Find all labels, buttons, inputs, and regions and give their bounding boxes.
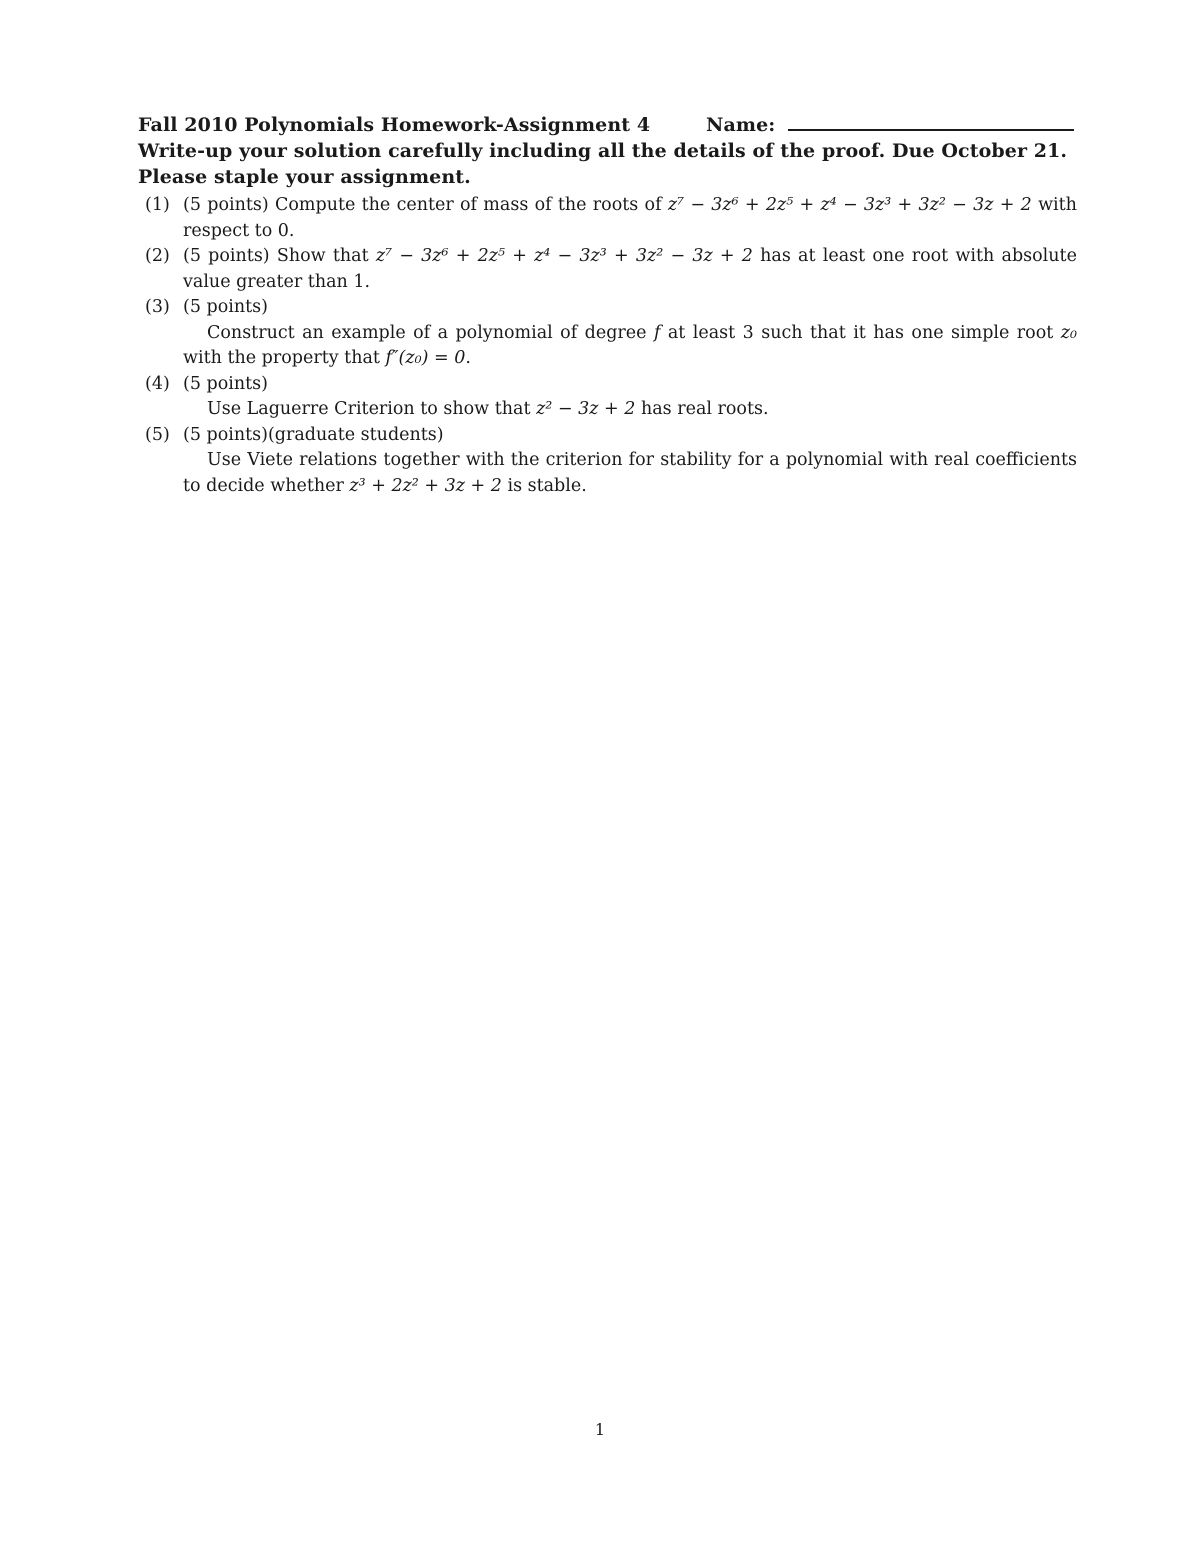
problem-points: (5 points)(graduate students) (183, 424, 444, 445)
root-symbol: z₀ (1060, 322, 1077, 343)
problem-text-end: is stable. (507, 475, 587, 496)
problem-points: (5 points) (183, 246, 270, 266)
problem-text: Use Laguerre Criterion to show that (207, 399, 531, 419)
problem-points: (5 points) (183, 373, 268, 394)
problem-paragraph (183, 397, 1077, 423)
instructions-line-1: Write-up your solution carefully including all the details of the proof. Due October 21. (138, 140, 1068, 162)
problem-points: (5 points) (183, 195, 269, 215)
assignment-title: Fall 2010 Polynomials Homework-Assignment 4 (138, 114, 651, 136)
problem-text: Construct an example of a polynomial of degree (207, 322, 647, 343)
problem-text-end: has real roots. (640, 399, 769, 419)
problem-number: (2) (145, 246, 170, 266)
name-label: Name: (706, 114, 776, 136)
instructions-line-2: Please staple your assignment. (138, 166, 471, 188)
problem-body (183, 193, 1077, 244)
name-blank-line (788, 115, 1074, 131)
problem-number: (4) (145, 373, 170, 394)
problem-1 (145, 193, 1077, 244)
problem-text: Use Viete relations together with the criterion for stability for a polynomial with real coefficients to decide whether (183, 450, 1077, 496)
problem-text-middle: at least 3 such that it has one simple root (667, 322, 1054, 343)
problem-text-middle-2: with the property that (183, 348, 380, 368)
problem-body (183, 244, 1077, 295)
problem-number: (3) (145, 297, 170, 317)
title-line (138, 112, 1078, 138)
problem-points: (5 points) (183, 297, 268, 317)
problem-number: (5) (145, 424, 170, 445)
function-symbol: f (653, 322, 661, 343)
derivative-condition: f″(z₀) = 0 (385, 348, 466, 368)
problem-text: Compute the center of mass of the roots of (274, 195, 662, 215)
polynomial-expression: z² − 3z + 2 (536, 399, 636, 419)
problem-3 (145, 295, 1077, 372)
problem-list (145, 193, 1077, 499)
problem-text-end: has at least one root with absolute value greater than 1. (183, 246, 1077, 292)
polynomial-expression: z⁷ − 3z⁶ + 2z⁵ + z⁴ − 3z³ + 3z² − 3z + 2 (667, 195, 1032, 215)
page-number: 1 (594, 1420, 606, 1439)
problem-4 (145, 372, 1077, 423)
problem-text-end: . (465, 348, 471, 368)
problem-number: (1) (145, 195, 170, 215)
problem-2 (145, 244, 1077, 295)
problem-body (183, 423, 1077, 500)
problem-paragraph (183, 448, 1077, 499)
problem-paragraph (183, 321, 1077, 372)
problem-text: Show that (276, 246, 369, 266)
problem-body (183, 372, 1077, 423)
polynomial-expression: z⁷ − 3z⁶ + 2z⁵ + z⁴ − 3z³ + 3z² − 3z + 2 (375, 246, 753, 266)
assignment-header (138, 112, 1078, 190)
problem-body (183, 295, 1077, 372)
problem-5 (145, 423, 1077, 500)
polynomial-expression: z³ + 2z² + 3z + 2 (349, 475, 502, 496)
problem-text-end: with respect to 0. (183, 195, 1077, 241)
